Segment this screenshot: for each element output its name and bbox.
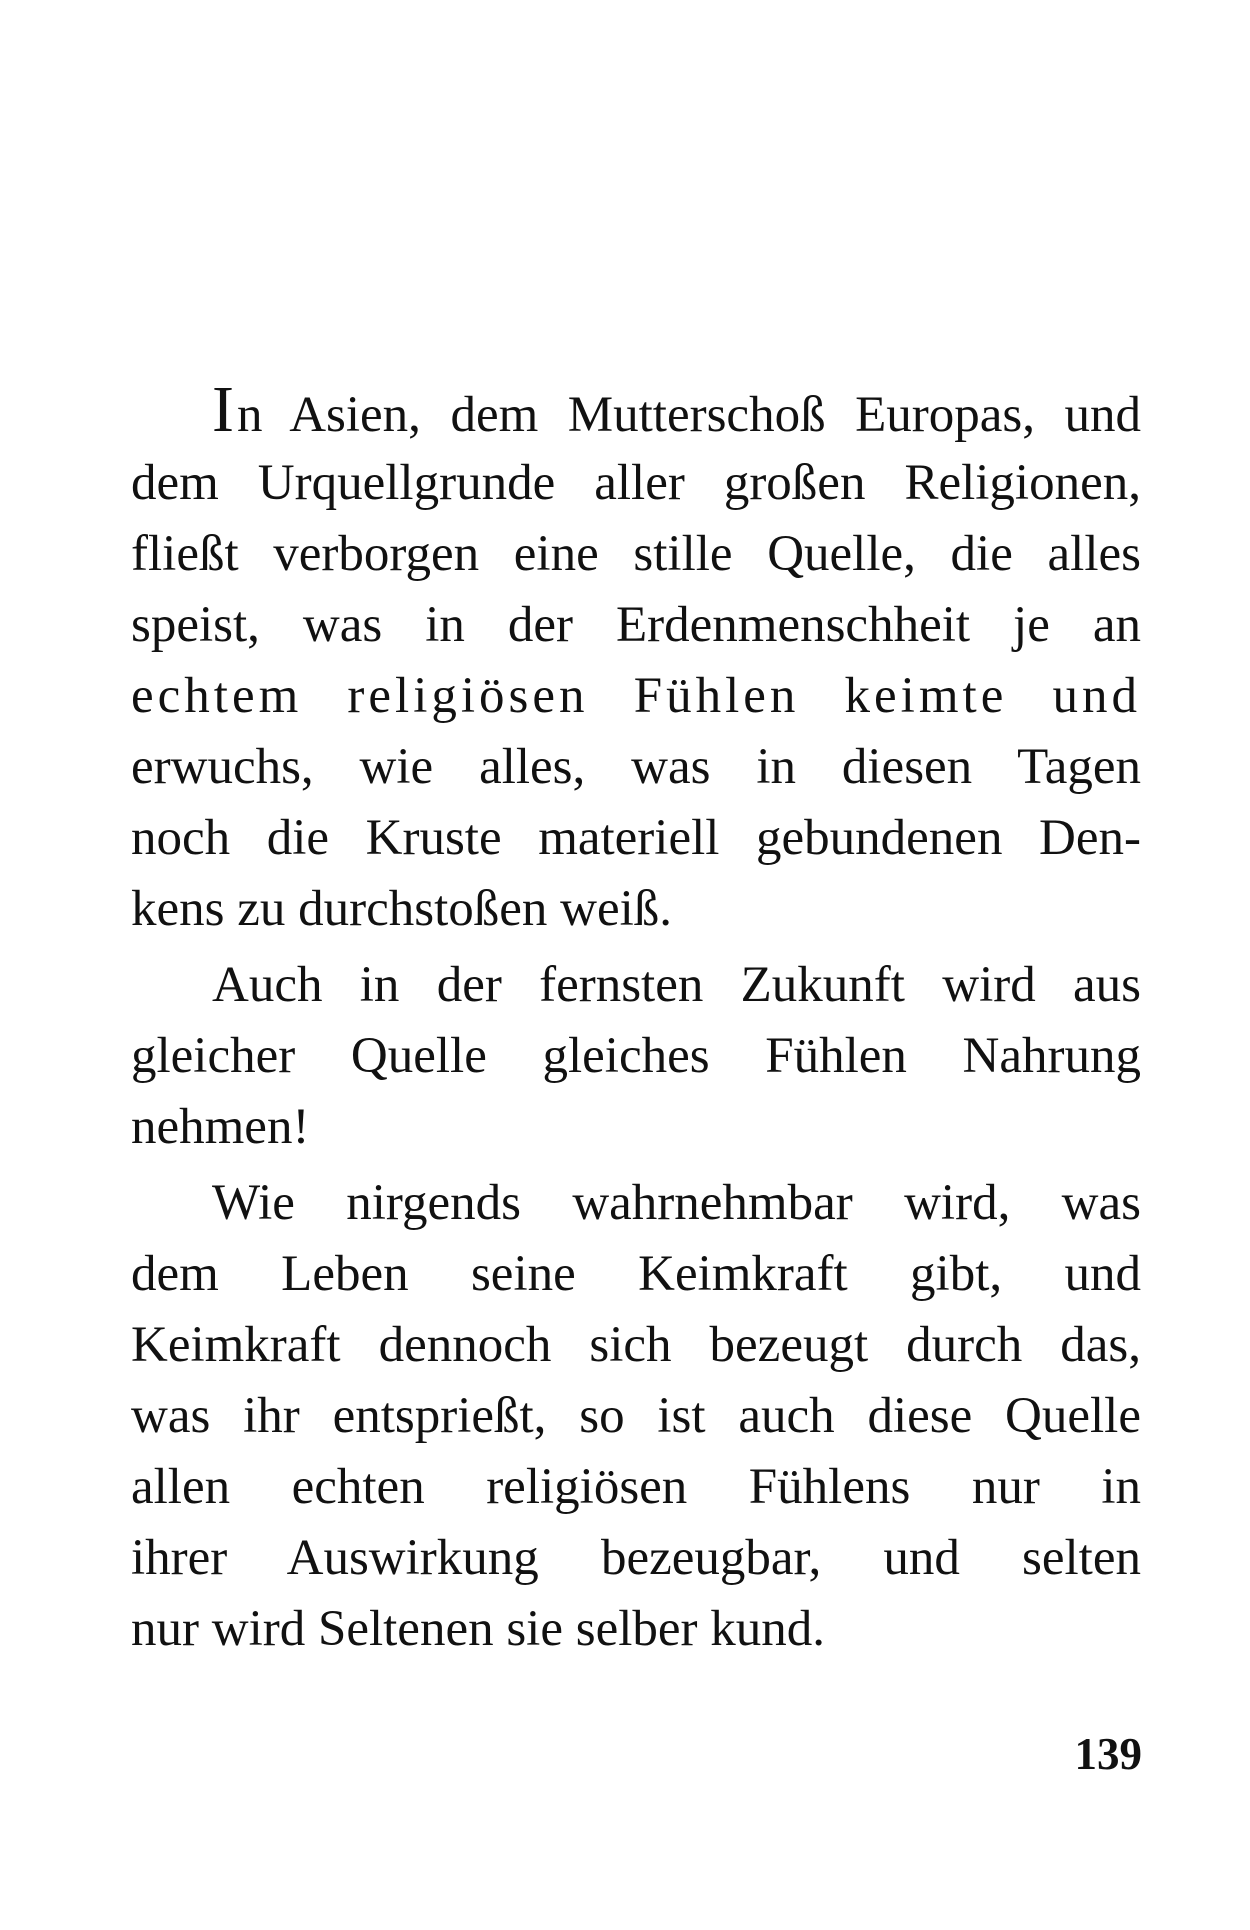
text-line: ihrer Auswirkung bezeugbar, und selten	[131, 1530, 1141, 1586]
text-line: fließt verborgen eine stille Quelle, die alles	[131, 526, 1141, 582]
paragraph-2	[131, 950, 1141, 1163]
text-line: was ihr entsprießt, so ist auch diese Quelle	[131, 1388, 1141, 1444]
text-line: dem Leben seine Keimkraft gibt, und	[131, 1246, 1141, 1302]
text-line: speist, was in der Erdenmenschheit je an	[131, 597, 1141, 653]
text-line	[131, 373, 1141, 448]
text-line: dem Urquellgrunde aller großen Religionen,	[131, 455, 1141, 511]
text-line: nehmen!	[131, 1099, 310, 1155]
text-line: kens zu durchstoßen weiß.	[131, 881, 673, 937]
text-line: Wie nirgends wahrnehmbar wird, was	[212, 1175, 1141, 1231]
page-number: 139	[1074, 1729, 1142, 1779]
text-line: nur wird Seltenen sie selber kund.	[131, 1601, 826, 1657]
drop-cap-initial: I	[212, 373, 234, 446]
text-line: gleicher Quelle gleiches Fühlen Nahrung	[131, 1028, 1141, 1084]
text-line: Auch in der fernsten Zukunft wird aus	[212, 957, 1141, 1013]
paragraph-1	[131, 373, 1141, 945]
text-line: noch die Kruste materiell gebundenen Den-	[131, 810, 1141, 866]
paragraph-3	[131, 1168, 1141, 1665]
text-line: allen echten religiösen Fühlens nur in	[131, 1459, 1141, 1515]
text-line: Keimkraft dennoch sich bezeugt durch das,	[131, 1317, 1141, 1373]
book-text	[131, 373, 1141, 1665]
first-line-text: n Asien, dem Mutterschoß Europas, und	[236, 387, 1141, 443]
text-line: erwuchs, wie alles, was in diesen Tagen	[131, 739, 1141, 795]
text-line: echtem religiösen Fühlen keimte und	[131, 668, 1141, 724]
